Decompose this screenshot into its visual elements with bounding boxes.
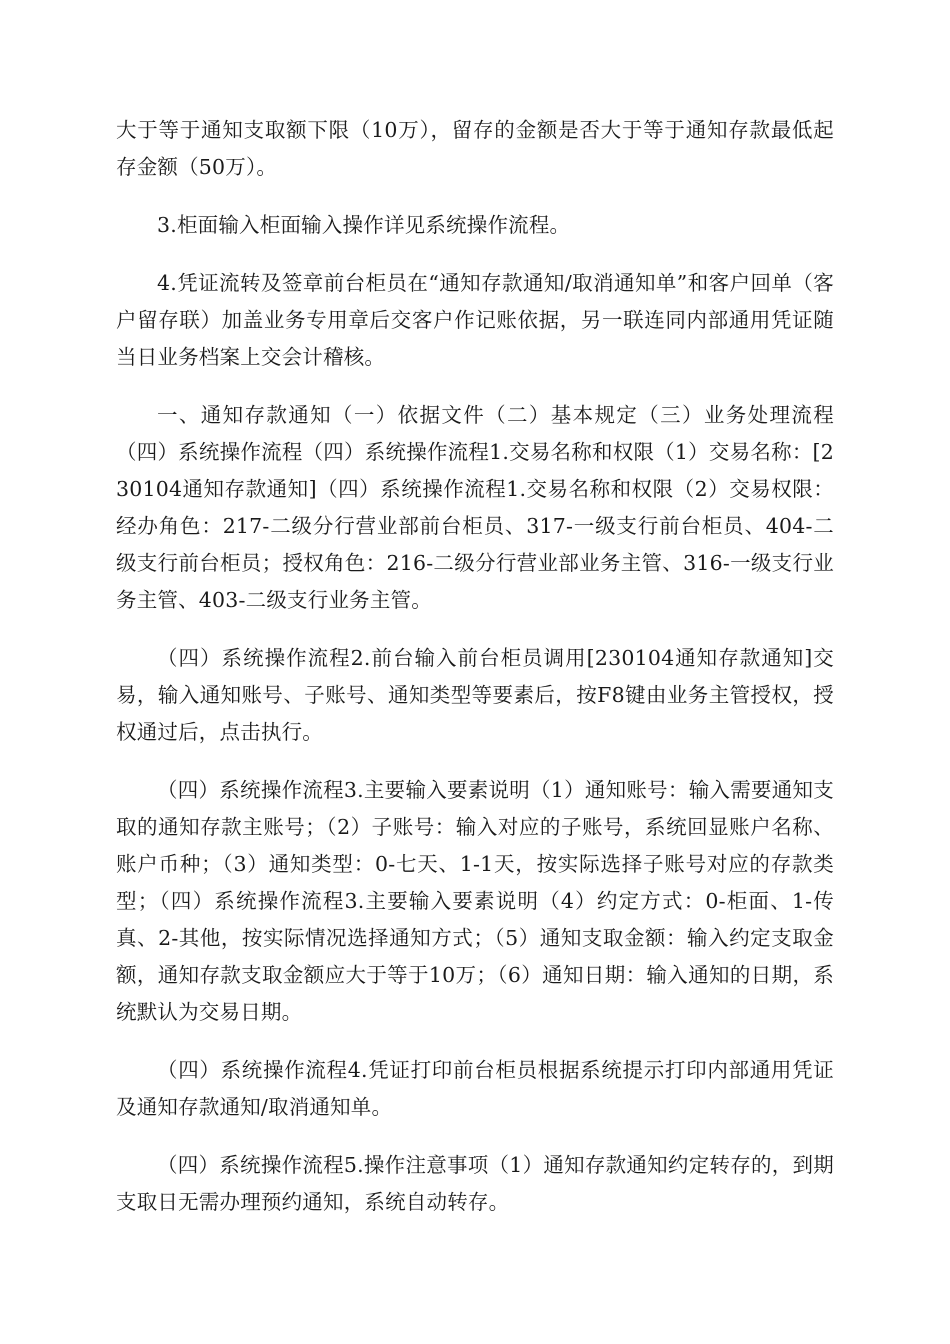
paragraph-voucher-printing: （四）系统操作流程4.凭证打印前台柜员根据系统提示打印内部通用凭证及通知存款通知/取消通知单。 (116, 1058, 834, 1119)
paragraph-continuation: 大于等于通知支取额下限（10万），留存的金额是否大于等于通知存款最低起存金额（50万）。 (116, 118, 834, 179)
paragraph-counter-input: 3.柜面输入柜面输入操作详见系统操作流程。 (157, 213, 571, 237)
paragraph-input-elements: （四）系统操作流程3.主要输入要素说明（1）通知账号：输入需要通知支取的通知存款主账号；（2）子账号：输入对应的子账号，系统回显账户名称、账户币种；（3）通知类型：0-七天、1-1天，按实际选择子账号对应的存款类型；（四）系统操作流程3.主要输入要素说明（4）约定方式：0-柜面、1-传真、2-其他，按实际情况选择通知方式；（5）通知支取金额：输入约定支取金额，通知存款支取金额应大于等于10万；（6）通知日期：输入通知的日期，系统默认为交易日期。 (116, 778, 834, 1024)
paragraph-notes: （四）系统操作流程5.操作注意事项（1）通知存款通知约定转存的，到期支取日无需办理预约通知，系统自动转存。 (116, 1153, 834, 1214)
document-body (116, 112, 834, 1242)
paragraph-front-desk-input: （四）系统操作流程2.前台输入前台柜员调用[230104通知存款通知]交易，输入通知账号、子账号、通知类型等要素后，按F8键由业务主管授权，授权通过后，点击执行。 (116, 646, 834, 744)
paragraph-voucher-flow: 4.凭证流转及签章前台柜员在“通知存款通知/取消通知单”和客户回单（客户留存联）加盖业务专用章后交客户作记账依据，另一联连同内部通用凭证随当日业务档案上交会计稽核。 (116, 271, 834, 369)
paragraph-transaction-permissions: 一、通知存款通知（一）依据文件（二）基本规定（三）业务处理流程（四）系统操作流程（四）系统操作流程1.交易名称和权限（1）交易名称：[230104通知存款通知]（四）系统操作流程1.交易名称和权限（2）交易权限：经办角色：217-二级分行营业部前台柜员、317-一级支行前台柜员、404-二级支行前台柜员；授权角色：216-二级分行营业部业务主管、316-一级支行业务主管、403-二级支行业务主管。 (116, 403, 834, 612)
